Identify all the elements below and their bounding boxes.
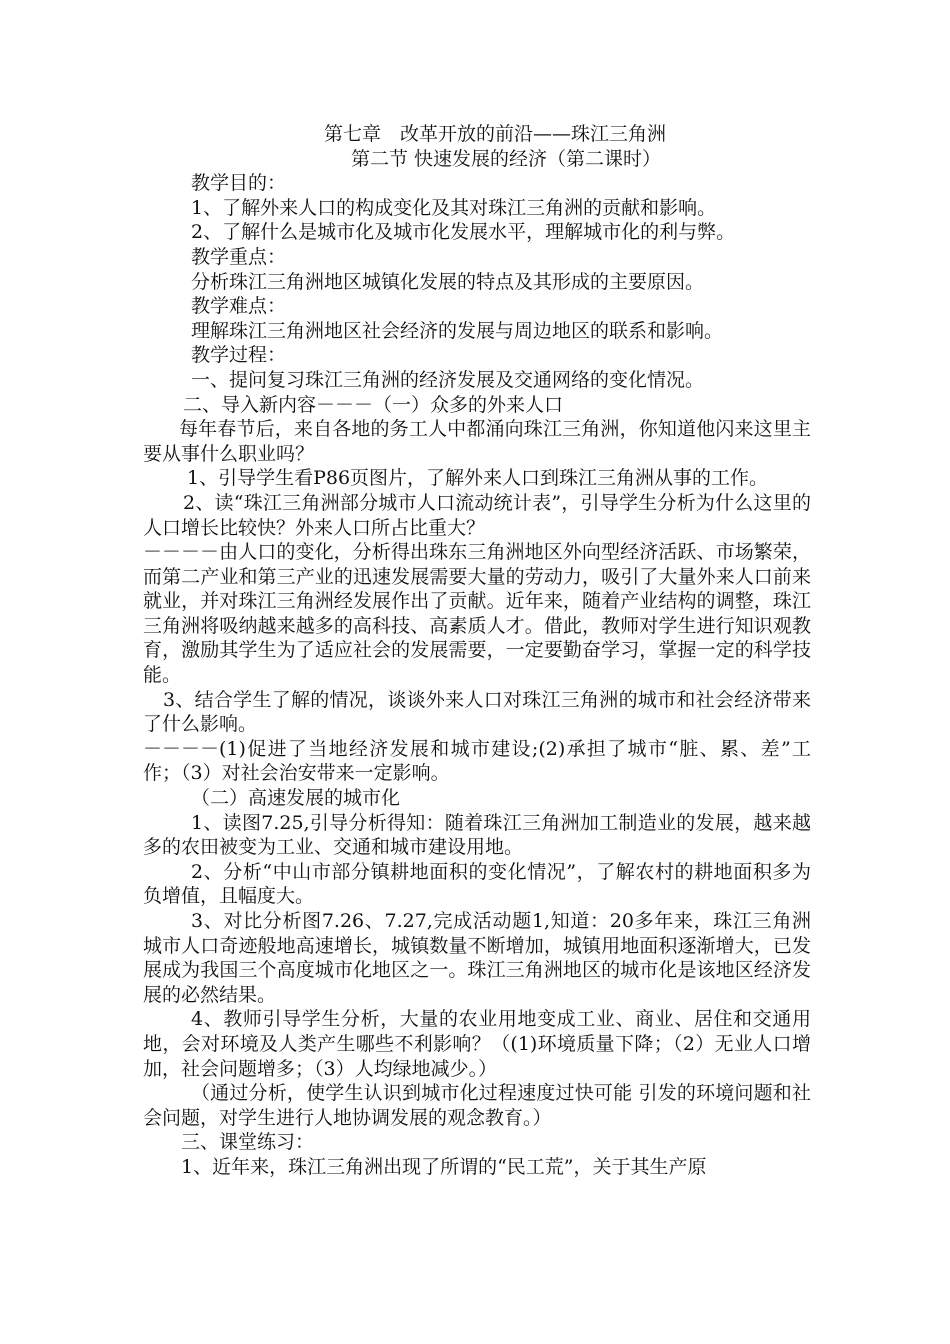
paragraph: （通过分析，使学生认识到城市化过程速度过快可能 引发的环境问题和社会问题，对学生进行人地协调发展的观念教育。） (143, 1082, 811, 1129)
paragraph: 3、对比分析图7.26、7.27,完成活动题1,知道：20多年来，珠江三角洲城市人口奇迹般地高速增长，城镇数量不断增加，城镇用地面积逐渐增大，已发展成为我国三个高度城市化地区之一。珠江三角洲地区的城市化是该地区经济发展的必然结果。 (143, 910, 811, 1006)
paragraph: 1、近年来，珠江三角洲出现了所谓的“民工荒”，关于其生产原 (181, 1155, 707, 1178)
paragraph: 教学重点： (191, 245, 287, 268)
paragraph: 理解珠江三角洲地区社会经济的发展与周边地区的联系和影响。 (191, 319, 724, 342)
paragraph: 2、了解什么是城市化及城市化发展水平，理解城市化的利与弊。 (191, 221, 736, 244)
paragraph: 分析珠江三角洲地区城镇化发展的特点及其形成的主要原因。 (191, 270, 705, 293)
paragraph: －－－－(1)促进了当地经济发展和城市建设;(2)承担了城市“脏、累、差”工作；（3）对社会治安带来一定影响。 (143, 737, 811, 785)
paragraph: 三、课堂练习： (181, 1131, 315, 1154)
paragraph: 1、读图7.25,引导分析得知：随着珠江三角洲加工制造业的发展，越来越多的农田被变为工业、交通和城市建设用地。 (143, 811, 811, 859)
paragraph: 1、引导学生看P86页图片，了解外来人口到珠江三角洲从事的工作。 (187, 467, 769, 490)
paragraph: 二、导入新内容－－－（一）众多的外来人口 (183, 393, 564, 416)
paragraph: （二）高速发展的城市化 (191, 787, 401, 810)
paragraph: 一、提问复习珠江三角洲的经济发展及交通网络的变化情况。 (191, 368, 705, 391)
paragraph: 教学目的： (191, 172, 287, 195)
paragraph: 4、教师引导学生分析，大量的农业用地变成工业、商业、居住和交通用地，会对环境及人类产生哪些不利影响？（(1)环境质量下降；（2）无业人口增加，社会问题增多；（3）人均绿地减少。） (143, 1008, 811, 1080)
paragraph: 每年春节后，来自各地的务工人中都涌向珠江三角洲，你知道他闪来这里主要从事什么职业吗？ (143, 418, 811, 465)
paragraph: 2、分析“中山市部分镇耕地面积的变化情况”，了解农村的耕地面积多为负增值，且幅度大。 (143, 860, 811, 908)
chapter-title: 第七章 改革开放的前沿——珠江三角洲 (323, 123, 666, 145)
paragraph: 3、结合学生了解的情况，谈谈外来人口对珠江三角洲的城市和社会经济带来了什么影响。 (143, 688, 811, 736)
document-page (143, 122, 811, 1180)
paragraph: －－－－由人口的变化，分析得出珠东三角洲地区外向型经济活跃、市场繁荣，而第二产业和第三产业的迅速发展需要大量的劳动力，吸引了大量外来人口前来就业，并对珠江三角洲经发展作出了贡献。近年来，随着产业结构的调整，珠江三角洲将吸纳越来越多的高科技、高素质人才。借此，教师对学生进行知识观教育，激励其学生为了适应社会的发展需要，一定要勤奋学习，掌握一定的科学技能。 (143, 541, 811, 687)
paragraph: 2、读“珠江三角洲部分城市人口流动统计表”，引导学生分析为什么这里的人口增长比较快？外来人口所占比重大？ (143, 491, 811, 539)
paragraph: 1、了解外来人口的构成变化及其对珠江三角洲的贡献和影响。 (191, 196, 717, 219)
paragraph: 教学过程： (191, 344, 287, 367)
section-title: 第二节 快速发展的经济（第二课时） (350, 147, 662, 170)
paragraph: 教学难点： (191, 295, 287, 318)
